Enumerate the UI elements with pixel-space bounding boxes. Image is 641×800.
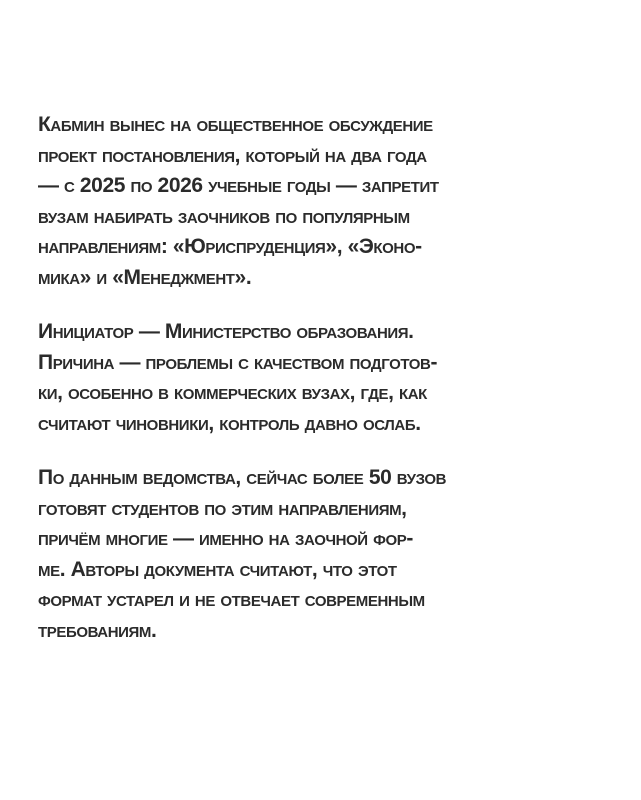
text-line: проект постановления, который на два года	[38, 143, 427, 167]
text-line: мика» и «Менеджмент».	[38, 265, 252, 289]
paragraph-initiator	[38, 317, 623, 439]
text-line: Кабмин вынес на общественное обсуждение	[38, 113, 433, 136]
paragraph-announcement	[38, 110, 623, 293]
text-line: Инициатор — Министерство образования.	[38, 320, 414, 343]
text-line: направлениям: «Юриспруденция», «Эконо-	[38, 235, 422, 258]
article-text	[38, 110, 623, 670]
paragraph-statistics	[38, 463, 623, 646]
text-line: Причина — проблемы с качеством подготов-	[38, 350, 438, 374]
text-line: ки, особенно в коммерческих вузах, где, как	[38, 381, 427, 404]
text-line: требованиям.	[38, 618, 157, 642]
text-line: — с 2025 по 2026 учебные годы — запретит	[38, 174, 439, 197]
text-line: По данным ведомства, сейчас более 50 вузов	[38, 466, 447, 489]
text-line: считают чиновники, контроль давно ослаб.	[38, 411, 421, 435]
text-line: ме. Авторы документа считают, что этот	[38, 557, 397, 581]
text-line: готовят студентов по этим направлениям,	[38, 496, 407, 520]
text-line: причём многие — именно на заочной фор-	[38, 527, 413, 550]
text-line: вузам набирать заочников по популярным	[38, 204, 410, 228]
text-line: формат устарел и не отвечает современным	[38, 588, 425, 611]
